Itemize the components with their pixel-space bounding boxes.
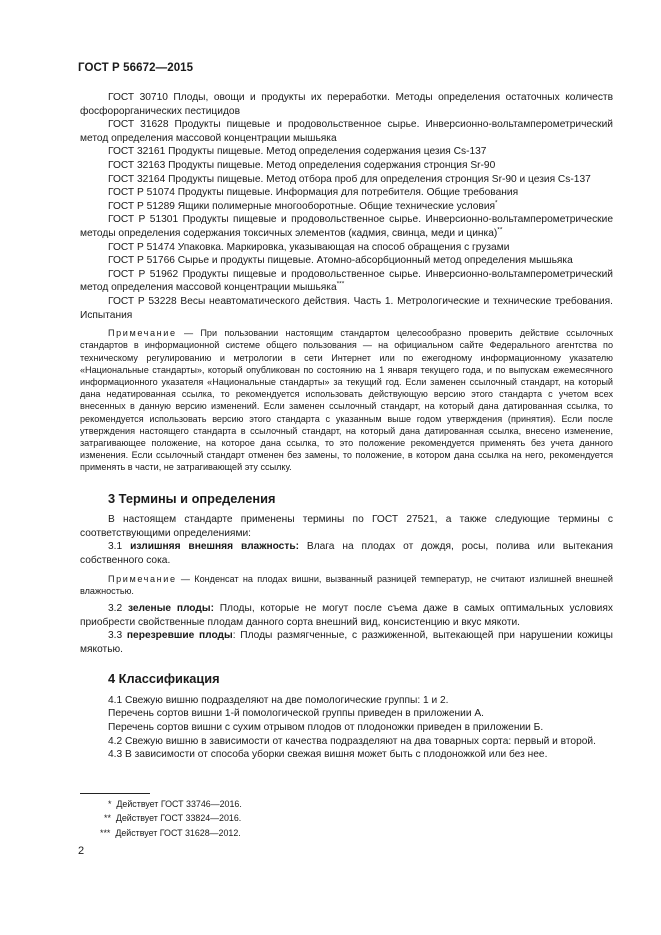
ref-gost-32161: ГОСТ 32161 Продукты пищевые. Метод определения содержания цезия Cs-137 — [108, 146, 487, 158]
section-4-paragraph: 4.3 В зависимости от способа уборки свежая вишня может быть с плодоножкой или без нее. — [108, 749, 548, 761]
note-text: — При пользовании настоящим стандартом целесообразно проверить действие ссылочных стандартов в информационной системе общего пользования — на официальном сайте Федерального агентства по техническому регулированию и метрологии в сети Интернет или по ежегодному информационному указателю «Национальные стандарты», который опубликован по состоянию на 1 января текущего года, и по выпускам ежемесячного информационного указателя «Национальные стандарты» за текущий год. Если заменен ссылочный стандарт, на который дана недатированная ссылка, то рекомендуется использовать действующую версию этого стандарта с учетом всех внесенных в данную версию изменений. Если заменен ссылочный стандарт, на который дана датированная ссылка, то рекомендуется использовать версию этого стандарта с указанным выше годом утверждения (принятия). Если после утверждения настоящего стандарта в ссылочный стандарт, на который дана датированная ссылка, внесено изменение, затрагивающее положение, на которое дана ссылка, то это положение рекомендуется применять без учета данного изменения. Если ссылочный стандарт отменен без замены, то положение, в котором дана ссылка на него, рекомендуется применять в части, не затрагивающей эту ссылку. — [80, 328, 614, 473]
term-title: перезревшие плоды — [126, 630, 233, 642]
term-title: излишняя внешняя влажность: — [130, 541, 299, 553]
section-3-heading: 3 Термины и определения — [108, 490, 276, 506]
footnote-mark: ** — [497, 226, 503, 234]
footnote-mark: *** — [100, 828, 111, 838]
footnote-mark: *** — [336, 280, 345, 288]
note-label: Примечание — [108, 573, 177, 584]
note-term-3-1 — [80, 573, 613, 597]
term-definition: : Плоды размягченные, с разжиженной, вытекающей при нарушении кожицы мякотью. — [80, 630, 613, 655]
note-normative-references — [80, 327, 613, 473]
term-definition: Плоды, которые не могут после съема даже в самых оптимальных условиях приобрести свойственные плодам данного сорта внешний вид, консистенцию и вкус мякоти. — [80, 602, 613, 628]
footnote-text: Действует ГОСТ 33746—2016. — [116, 799, 242, 809]
term-number: 3.2 — [108, 602, 123, 614]
section-4-paragraph: 4.1 Свежую вишню подразделяют на две помологические группы: 1 и 2. — [108, 694, 449, 706]
ref-text: ГОСТ Р 51301 Продукты пищевые и продовольственное сырье. Инверсионно-вольтамперометрические методы определения содержания токсичных элементов (кадмия, свинца, меди и цинка) — [80, 214, 613, 239]
section-4-paragraph: 4.2 Свежую вишню в зависимости от качества подразделяют на два товарных сорта: первый и второй. — [108, 735, 596, 747]
document-header: ГОСТ Р 56672—2015 — [78, 62, 194, 74]
ref-gost-32163: ГОСТ 32163 Продукты пищевые. Метод определения содержания стронция Sr-90 — [108, 159, 496, 171]
term-number: 3.3 — [108, 630, 123, 642]
section-3-intro: В настоящем стандарте применены термины по ГОСТ 27521, а также следующие термины с соответствующими определениями: — [80, 514, 613, 539]
ref-text: ГОСТ Р 51289 Ящики полимерные многооборотные. Общие технические условия — [108, 200, 496, 212]
footnote-text: Действует ГОСТ 31628—2012. — [115, 828, 241, 838]
term-3-3 — [80, 629, 613, 656]
footnote-3 — [100, 828, 241, 839]
section-4-paragraph: Перечень сортов вишни 1-й помологической группы приведен в приложении А. — [108, 708, 484, 720]
term-3-1 — [80, 540, 613, 567]
note-label: Примечание — [108, 328, 177, 339]
ref-gost-30710: ГОСТ 30710 Плоды, овощи и продукты их переработки. Методы определения остаточных количеств фосфорорганических пестицидов — [80, 92, 613, 117]
footnote-divider — [80, 793, 150, 794]
document-body — [80, 91, 613, 762]
footnote-mark: * — [495, 199, 498, 207]
section-4-heading: 4 Классификация — [108, 671, 220, 687]
ref-gost-r-51962 — [80, 268, 613, 295]
ref-gost-r-53228: ГОСТ Р 53228 Весы неавтоматического действия. Часть 1. Метрологические и технические требования. Испытания — [80, 295, 613, 321]
term-3-2 — [80, 602, 613, 629]
footnote-1 — [108, 799, 242, 810]
ref-gost-32164: ГОСТ 32164 Продукты пищевые. Метод отбора проб для определения стронция Sr-90 и цезия Cs-137 — [108, 173, 591, 185]
footnote-mark: * — [108, 799, 112, 809]
ref-gost-r-51074: ГОСТ Р 51074 Продукты пищевые. Информация для потребителя. Общие требования — [108, 187, 519, 199]
ref-gost-r-51766: ГОСТ Р 51766 Сырье и продукты пищевые. Атомно-абсорбционный метод определения мышьяка — [108, 255, 573, 267]
footnote-mark: ** — [104, 813, 111, 823]
ref-gost-r-51474: ГОСТ Р 51474 Упаковка. Маркировка, указывающая на способ обращения с грузами — [108, 241, 510, 253]
ref-gost-r-51289 — [80, 200, 613, 214]
term-number: 3.1 — [108, 541, 123, 553]
ref-gost-r-51301 — [80, 213, 613, 240]
note-text: — Конденсат на плодах вишни, вызванный разницей температур, не считают излишней внешней влажностью. — [80, 573, 613, 596]
ref-gost-31628: ГОСТ 31628 Продукты пищевые и продовольственное сырье. Инверсионно-вольтамперометрический метод определения массовой концентрации мышьяка — [80, 119, 613, 144]
page-number: 2 — [78, 845, 85, 857]
section-4-paragraph: Перечень сортов вишни с сухим отрывом плодов от плодоножки приведен в приложении Б. — [108, 722, 544, 734]
term-definition: Влага на плодах от дождя, росы, полива или вытекания собственного сока. — [80, 541, 613, 566]
term-title: зеленые плоды: — [127, 602, 214, 614]
footnote-2 — [104, 813, 241, 824]
footnote-text: Действует ГОСТ 33824—2016. — [115, 813, 242, 823]
ref-text: ГОСТ Р 51962 Продукты пищевые и продовольственное сырье. Инверсионно-вольтамперометрический метод определения массовой концентрации мышьяка — [80, 268, 613, 294]
